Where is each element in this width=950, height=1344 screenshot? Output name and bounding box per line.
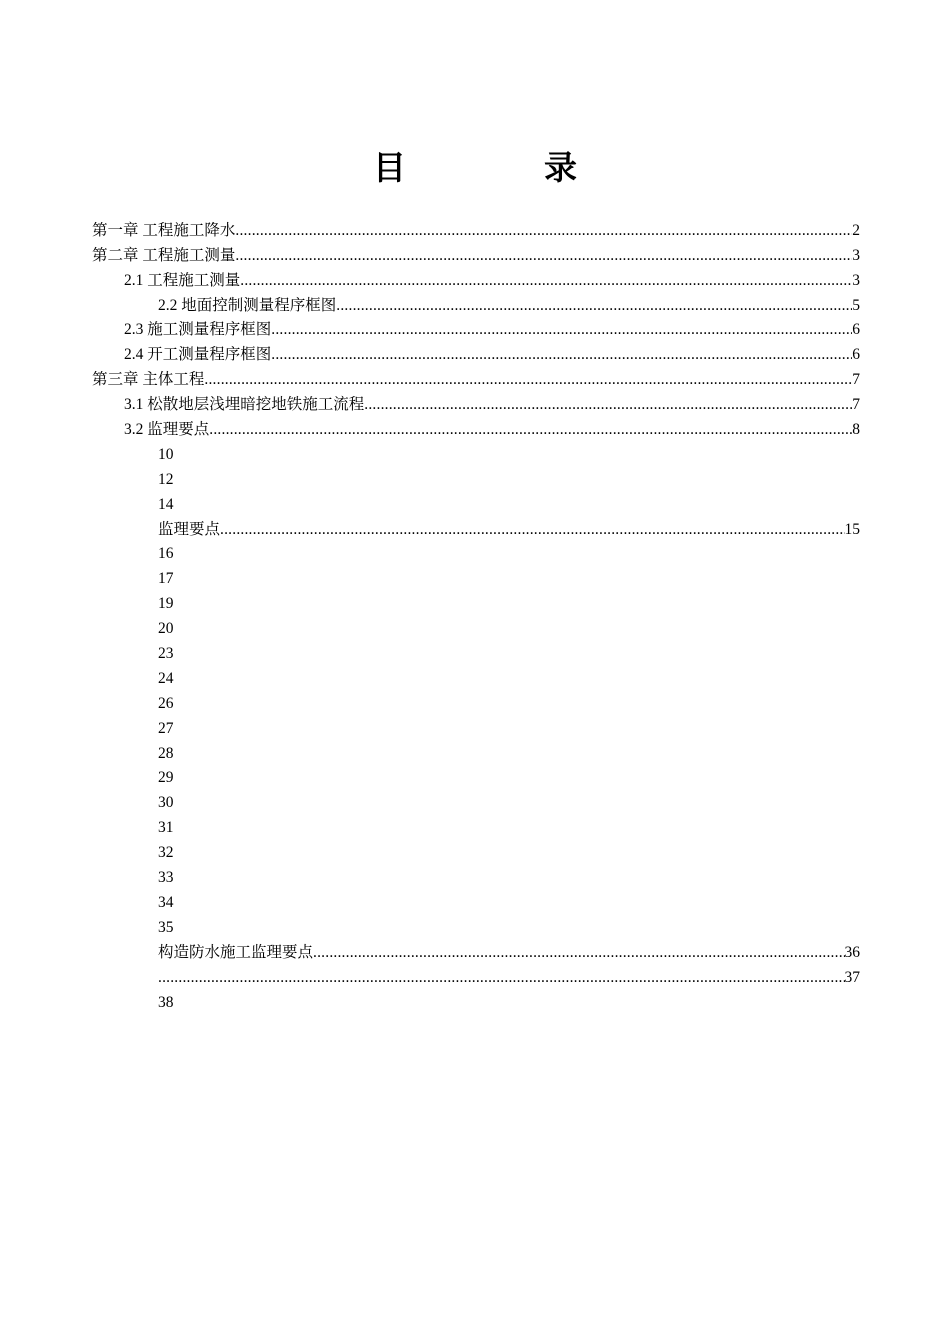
toc-entry[interactable] [0, 689, 950, 714]
toc-entry[interactable] [0, 764, 950, 789]
toc-entry-text: 28 [158, 744, 174, 762]
toc-entry[interactable] [0, 340, 950, 365]
toc-entry[interactable] [0, 813, 950, 838]
toc-page-number: 5 [852, 296, 860, 314]
toc-entry-text: 3.1 松散地层浅埋暗挖地铁施工流程 [124, 396, 365, 414]
title-char-2: 录 [544, 148, 577, 187]
toc-page-number: 3 [852, 271, 860, 289]
toc-entry[interactable] [0, 988, 950, 1013]
toc-entry-text: 38 [158, 993, 174, 1011]
toc-page-number: 3 [852, 246, 860, 264]
toc-entry-text: 31 [158, 819, 174, 837]
toc-page-number: 15 [844, 520, 860, 538]
toc-entry-text: 32 [158, 844, 174, 862]
toc-entry-text: 监理要点 [158, 520, 221, 538]
toc-dot-leader [235, 221, 852, 241]
toc-dot-leader [364, 395, 852, 415]
toc-dot-leader [235, 246, 852, 266]
toc-entry[interactable] [0, 465, 950, 490]
toc-entry-text: 2.4 开工测量程序框图 [124, 346, 272, 364]
toc-entry-text: 第一章 工程施工降水 [92, 221, 236, 239]
toc-page-number: 2 [852, 221, 860, 239]
title-char-1: 目 [373, 148, 406, 187]
toc-page-number: 6 [852, 346, 860, 364]
toc-dot-leader [240, 271, 852, 291]
toc-dot-leader [313, 943, 844, 963]
toc-entry-text: 26 [158, 694, 174, 712]
toc-entry[interactable] [0, 390, 950, 415]
toc-dot-leader [209, 420, 852, 440]
toc-entry[interactable] [0, 365, 950, 390]
toc-page-number: 36 [844, 943, 860, 961]
toc-entry-text: 35 [158, 918, 174, 936]
toc-dot-leader [271, 320, 852, 340]
toc-entry[interactable] [0, 664, 950, 689]
toc-entry-text: 16 [158, 545, 174, 563]
toc-entry[interactable] [0, 216, 950, 241]
toc-entry-text: 第二章 工程施工测量 [92, 246, 236, 264]
toc-entry[interactable] [0, 415, 950, 440]
toc-entry-text: 30 [158, 794, 174, 812]
toc-entry-text: 第三章 主体工程 [92, 371, 205, 389]
toc-entry[interactable] [0, 515, 950, 540]
toc-page-number: 37 [844, 968, 860, 986]
toc-entry-text: 12 [158, 470, 174, 488]
toc-entry[interactable] [0, 739, 950, 764]
toc-entry-text: 19 [158, 595, 174, 613]
toc-dot-leader [336, 296, 852, 316]
toc-entry[interactable] [0, 639, 950, 664]
toc-entry[interactable] [0, 266, 950, 291]
toc-entry[interactable] [0, 963, 950, 988]
toc-dot-leader [158, 968, 845, 988]
toc-entry[interactable] [0, 614, 950, 639]
toc-entry-text: 23 [158, 645, 174, 663]
toc-entry[interactable] [0, 863, 950, 888]
toc-entry-text: 34 [158, 893, 174, 911]
toc-dot-leader [204, 370, 852, 390]
toc-entry-text: 3.2 监理要点 [124, 421, 210, 439]
toc-entry-text: 27 [158, 719, 174, 737]
table-of-contents [0, 216, 950, 1013]
toc-entry-text: 24 [158, 669, 174, 687]
toc-dot-leader [271, 345, 852, 365]
toc-entry[interactable] [0, 838, 950, 863]
toc-entry[interactable] [0, 714, 950, 739]
toc-entry[interactable] [0, 291, 950, 316]
toc-entry[interactable] [0, 490, 950, 515]
toc-dot-leader [220, 520, 844, 540]
page-title [0, 146, 950, 190]
toc-page-number: 7 [852, 371, 860, 389]
toc-entry[interactable] [0, 540, 950, 565]
toc-entry[interactable] [0, 938, 950, 963]
toc-page-number: 7 [852, 396, 860, 414]
toc-entry[interactable] [0, 564, 950, 589]
toc-entry-text: 17 [158, 570, 174, 588]
toc-page-number: 6 [852, 321, 860, 339]
toc-entry[interactable] [0, 589, 950, 614]
toc-entry-text: 29 [158, 769, 174, 787]
toc-entry-text: 20 [158, 620, 174, 638]
toc-entry-text: 33 [158, 869, 174, 887]
toc-entry-text: 构造防水施工监理要点 [158, 943, 314, 961]
toc-entry[interactable] [0, 241, 950, 266]
toc-entry[interactable] [0, 788, 950, 813]
toc-entry-text: 2.2 地面控制测量程序框图 [158, 296, 337, 314]
toc-entry-text: 14 [158, 495, 174, 513]
toc-entry-text: 10 [158, 445, 174, 463]
toc-entry-text: 2.1 工程施工测量 [124, 271, 241, 289]
toc-entry[interactable] [0, 316, 950, 341]
toc-entry[interactable] [0, 913, 950, 938]
toc-entry-text: 2.3 施工测量程序框图 [124, 321, 272, 339]
toc-entry[interactable] [0, 888, 950, 913]
toc-page-number: 8 [852, 421, 860, 439]
toc-entry[interactable] [0, 440, 950, 465]
